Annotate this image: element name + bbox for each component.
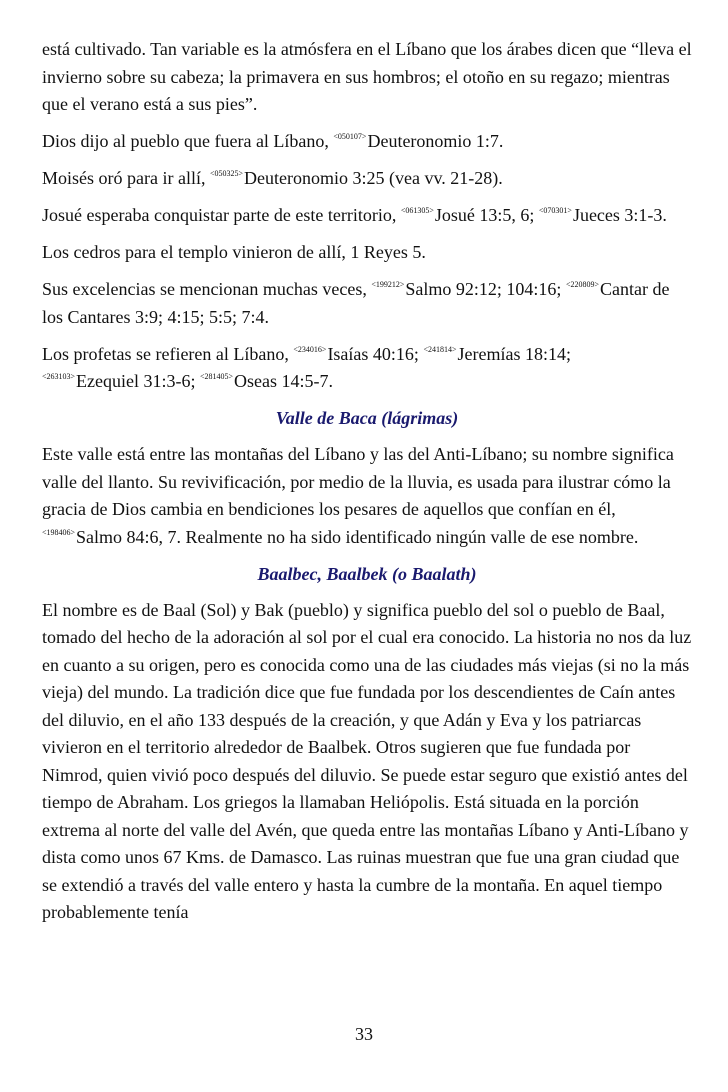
verse-reference-code[interactable]: <234016> [293, 344, 327, 354]
text: Moisés oró para ir allí, [42, 168, 210, 188]
text: Sus excelencias se mencionan muchas veces, [42, 279, 372, 299]
page-content [42, 36, 692, 936]
paragraph-valle-de-baca [42, 441, 692, 551]
section-heading-valle-de-baca: Valle de Baca (lágrimas) [275, 408, 459, 428]
text: Oseas 14:5-7. [234, 371, 334, 391]
paragraph-excelencias [42, 276, 692, 331]
paragraph-profetas [42, 341, 692, 396]
paragraph-josue [42, 202, 692, 230]
text: Dios dijo al pueblo que fuera al Líbano, [42, 131, 334, 151]
paragraph-deuteronomio-1 [42, 128, 692, 156]
verse-reference-code[interactable]: <050325> [209, 169, 243, 178]
paragraph-cedros: Los cedros para el templo vinieron de allí, 1 Reyes 5. [42, 242, 426, 262]
paragraph-intro: está cultivado. Tan variable es la atmósfera en el Líbano que los árabes dicen que “lleva el invierno sobre su cabeza; la primavera en sus hombros; el otoño en su regazo; mientras que el verano está a sus pies”. [42, 39, 692, 114]
text: Este valle está entre las montañas del Líbano y las del Anti-Líbano; su nombre significa valle del llanto. Su revivificación, por medio de la lluvia, es usada para ilustrar cómo la gracia de Dios cambia en bendiciones los pesares de aquellos que confían en él, [42, 444, 674, 519]
paragraph-baalbec: El nombre es de Baal (Sol) y Bak (pueblo) y significa pueblo del sol o pueblo de Baal, tomado del hecho de la adoración al sol por el cual era conocido. La historia no nos da luz en cuanto a su origen, pero es conocida como una de las ciudades más viejas (si no la más vieja) del mundo. La tradición dice que fue fundada por los descendientes de Caín antes del diluvio, en el año 133 después de la creación, y que Adán y Eva y los patriarcas vivieron en el territorio alrededor de Baalbek. Otros sugieren que fue fundada por Nimrod, quien vivió poco después del diluvio. Se puede estar seguro que existió antes del tiempo de Abraham. Los griegos la llamaban Heliópolis. Está situada en la porción extrema al norte del valle del Avén, que queda entre las montañas Líbano y Anti-Líbano y dista como unos 67 Kms. de Damasco. Las ruinas muestran que fue una gran ciudad que se extendió a través del valle entero y hasta la cumbre de la montaña. En aquel tiempo probablemente tenía [42, 599, 692, 922]
text: Josué 13:5, 6; [434, 205, 539, 225]
section-heading-baalbec: Baalbec, Baalbek (o Baalath) [257, 563, 477, 584]
text: Deuteronomio 3:25 (vea vv. 21-28). [244, 168, 503, 188]
text: Los profetas se refieren al Líbano, [42, 343, 294, 364]
verse-reference-code[interactable]: <050107> [333, 132, 367, 141]
text: Ezequiel 31:3-6; [76, 371, 200, 391]
verse-reference-code[interactable]: <199212> [371, 280, 405, 289]
text: Salmo 84:6, 7. Realmente no ha sido identificado ningún valle de ese nombre. [76, 526, 639, 547]
verse-reference-code[interactable]: <241814> [423, 344, 457, 354]
verse-reference-code[interactable]: <198406> [42, 527, 76, 537]
text: Cantar de los Cantares 3:9; 4:15; 5:5; 7:4. [42, 279, 670, 327]
verse-reference-code[interactable]: <263103> [42, 372, 76, 381]
text: Isaías 40:16; [327, 343, 424, 364]
text: Jueces 3:1-3. [572, 205, 667, 225]
text: Salmo 92:12; 104:16; [405, 279, 566, 299]
text: Jeremías 18:14; [457, 343, 571, 364]
page-number: 33 [355, 1024, 373, 1044]
verse-reference-code[interactable]: <220809> [565, 280, 599, 289]
text: Josué esperaba conquistar parte de este territorio, [42, 205, 401, 225]
verse-reference-code[interactable]: <070301> [538, 206, 572, 215]
paragraph-deuteronomio-3 [42, 165, 692, 193]
verse-reference-code[interactable]: <281405> [200, 372, 234, 381]
text: Deuteronomio 1:7. [367, 131, 504, 151]
verse-reference-code[interactable]: <061305> [400, 206, 434, 215]
